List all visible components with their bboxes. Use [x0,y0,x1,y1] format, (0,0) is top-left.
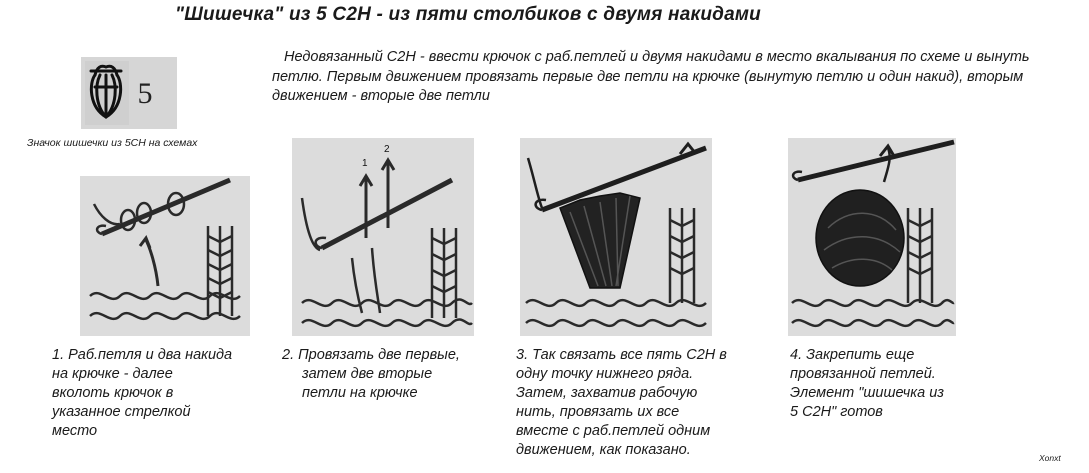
arrow-label-2: 2 [384,144,390,155]
step-2-line: петли на крючке [302,385,418,401]
step-3-line: Затем, захватив рабочую [516,385,698,401]
step-2-caption [282,346,460,403]
step-1-image [80,176,250,336]
symbol-caption: Значок шишечки из 5СН на схемах [27,137,198,149]
step-1-line: указанное стрелкой [52,404,191,420]
step-3-line: движением, как показано. [516,442,691,458]
step-3-line: вместе с раб.петлей одним [516,423,711,439]
step-1-line: на крючке - далее [52,366,173,382]
author-signature: Xonxt [1039,453,1061,463]
step-1-line: вколоть крючок в [52,385,174,401]
symbol-number: 5 [137,77,153,110]
arrow-label-1: 1 [362,158,368,169]
step-3-line: одну точку нижнего ряда. [516,366,694,382]
step-4-line: 5 С2Н" готов [790,404,883,420]
step-4-line: провязанной петлей. [790,366,936,382]
intro-text: Недовязанный С2Н - ввести крючок с раб.петлей и двумя накидами в место вкалывания по схеме и вынуть петлю. Первым движением провязать первые две петли на крючке (вынутую петлю и один накид), вторым движением - вторые две петли [272,49,1030,104]
step-3-image [520,138,712,336]
step-4-line: Элемент "шишечка из [790,385,945,401]
step-2-line: затем две вторые [302,366,433,382]
step-3-line: нить, провязать их все [516,404,680,420]
step-4-line: 4. Закрепить еще [790,347,915,363]
step-1-line: 1. Раб.петля и два накида [52,347,233,363]
step-1-caption [52,346,232,441]
step-2-image [292,138,474,336]
bobble-stitch-symbol-icon [81,57,177,129]
bobble-symbol-image [81,57,177,129]
step-3-line: 3. Так связать все пять С2Н в [516,347,727,363]
step-2-line: 2. Провязать две первые, [282,347,460,363]
step-4-caption [790,346,944,422]
step-3-caption [516,346,727,460]
step-4-image [788,138,956,336]
step-1-line: место [52,423,98,439]
page-title: "Шишечка" из 5 С2Н - из пяти столбиков с двумя накидами [175,4,761,25]
